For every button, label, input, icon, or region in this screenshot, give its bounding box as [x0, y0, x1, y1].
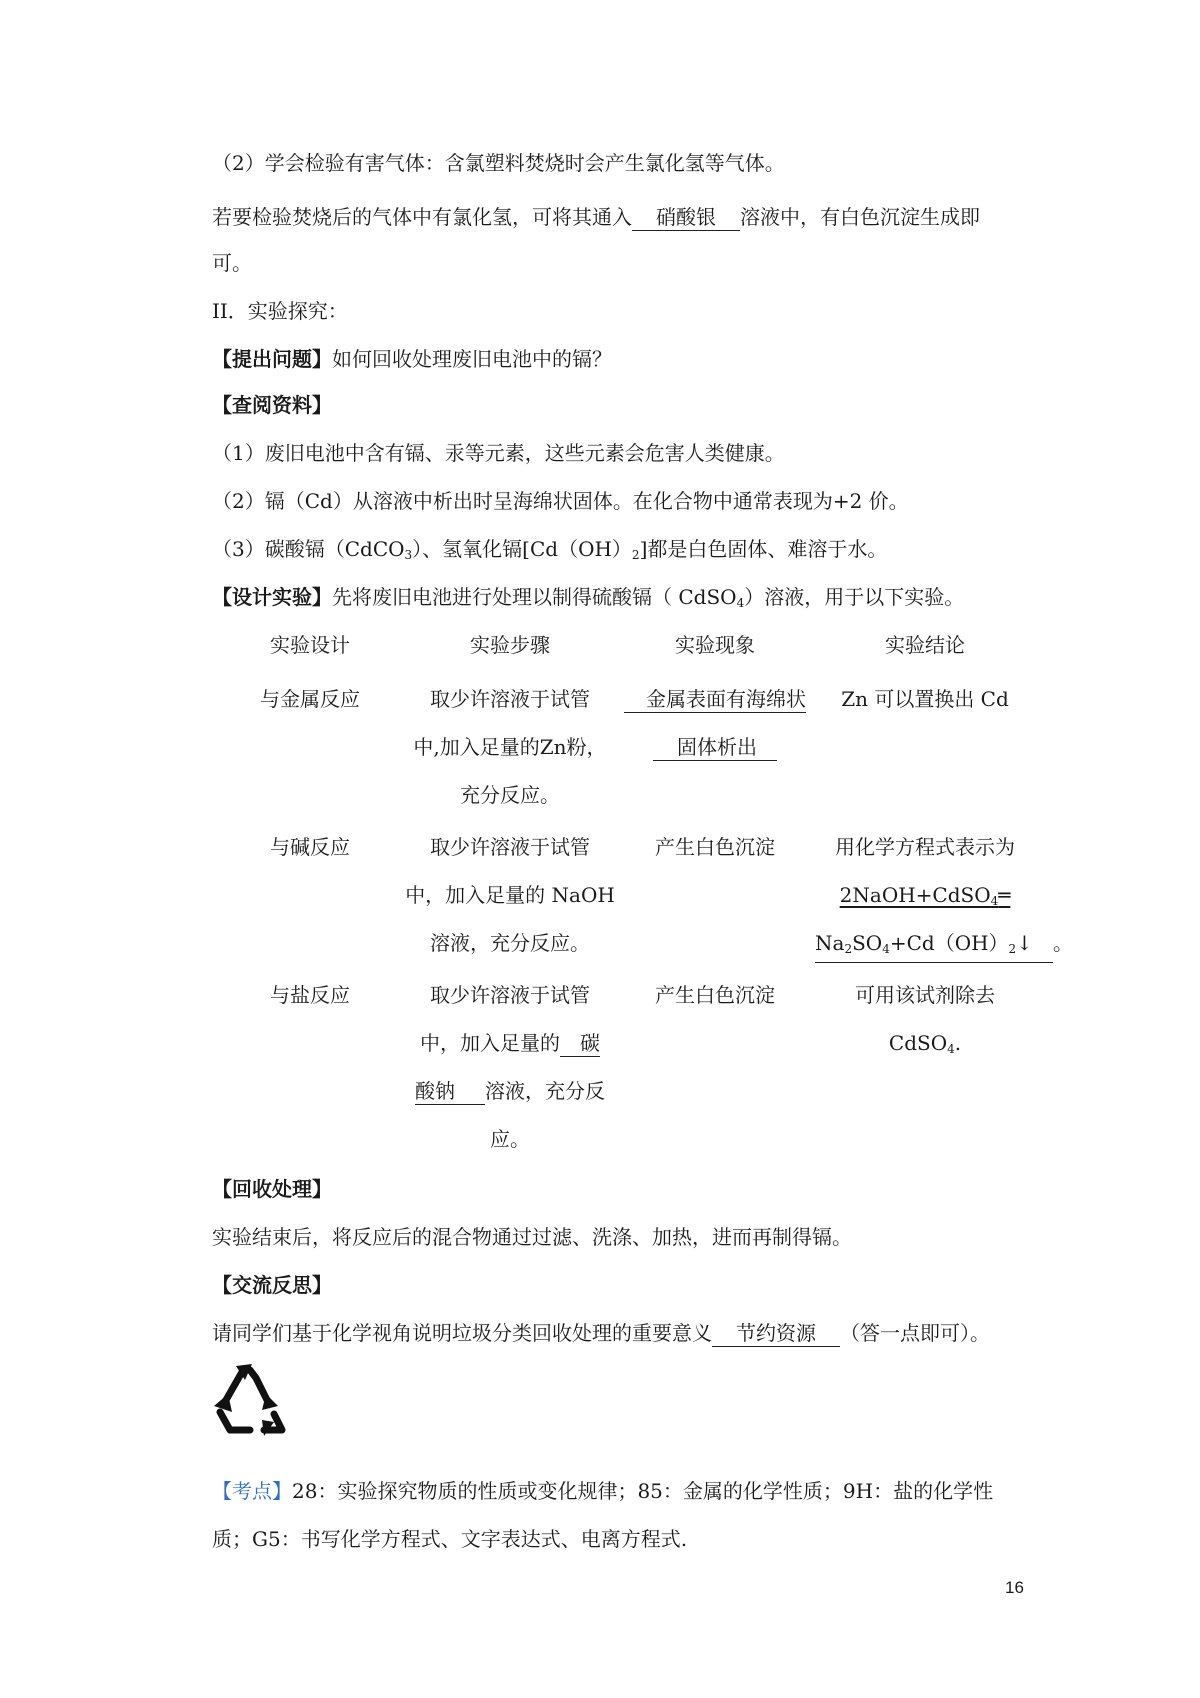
row2-phenomenon: 产生白色沉淀 — [655, 835, 775, 859]
answer-blank-save-resources: 节约资源 — [712, 1320, 840, 1347]
row2-step-line2: 中，加入足量的 NaOH — [405, 883, 615, 907]
kaodian-line2: 质；G5：书写化学方程式、文字表达式、电离方程式. — [212, 1527, 688, 1551]
row1-phenomenon-line1: 金属表面有海绵状 — [615, 686, 815, 713]
row3-step-line4: 应。 — [490, 1127, 530, 1151]
row3-conclusion-line2: CdSO$_4$. — [888, 1031, 962, 1056]
reference-label: 【查阅资料】 — [212, 393, 332, 417]
table-header-step: 实验步骤 — [470, 633, 550, 657]
recycle-icon — [212, 1360, 292, 1438]
answer-blank-silver-nitrate: 硝酸银 — [632, 204, 740, 231]
q2-line3: 可。 — [212, 251, 252, 275]
table-header-conclusion: 实验结论 — [885, 633, 965, 657]
reference-item2: （2）镉（Cd）从溶液中析出时呈海绵状固体。在化合物中通常表现为+2 价。 — [212, 489, 909, 513]
kaodian-line1: 【考点】28：实验探究物质的性质或变化规律；85：金属的化学性质；9H：盐的化学性 — [212, 1479, 994, 1503]
row1-design: 与金属反应 — [260, 687, 360, 711]
row3-step-line1: 取少许溶液于试管 — [430, 983, 590, 1007]
table-header-design: 实验设计 — [270, 633, 350, 657]
row2-conclusion-line2: 2NaOH+CdSO$_4$═ — [839, 883, 1011, 908]
page-number: 16 — [1005, 1578, 1024, 1597]
row2-step-line1: 取少许溶液于试管 — [430, 835, 590, 859]
reference-item1: （1）废旧电池中含有镉、汞等元素，这些元素会危害人类健康。 — [212, 441, 785, 465]
row1-step-line2: 中,加入足量的Zn粉， — [413, 735, 607, 759]
row1-step-line3: 充分反应。 — [460, 783, 560, 807]
question-line: 【提出问题】如何回收处理废旧电池中的镉？ — [212, 347, 612, 371]
row3-design: 与盐反应 — [270, 983, 350, 1007]
row1-step-line1: 取少许溶液于试管 — [430, 687, 590, 711]
recycle-label: 【回收处理】 — [212, 1177, 332, 1201]
kaodian-label: 【考点】 — [212, 1479, 292, 1503]
row2-step-line3: 溶液，充分反应。 — [430, 931, 590, 955]
reflection-label: 【交流反思】 — [212, 1273, 332, 1297]
row3-step-line3: 酸钠 溶液，充分反 — [415, 1079, 605, 1103]
row3-step-line2: 中，加入足量的 碳 — [420, 1031, 600, 1055]
answer-blank-sodium-carbonate: 酸钠 — [415, 1078, 485, 1105]
q2-line1: （2）学会检验有害气体：含氯塑料焚烧时会产生氯化氢等气体。 — [212, 151, 785, 175]
section-title: II．实验探究： — [212, 299, 348, 323]
table-header-phenomenon: 实验现象 — [675, 633, 755, 657]
row2-conclusion-line1: 用化学方程式表示为 — [835, 835, 1015, 859]
row3-conclusion-line1: 可用该试剂除去 — [855, 983, 995, 1007]
recycle-text: 实验结束后，将反应后的混合物通过过滤、洗涤、加热，进而再制得镉。 — [212, 1225, 852, 1249]
reflection-text: 请同学们基于化学视角说明垃圾分类回收处理的重要意义 节约资源 （答一点即可）。 — [212, 1321, 990, 1345]
row3-phenomenon: 产生白色沉淀 — [655, 983, 775, 1007]
row1-phenomenon-line2: 固体析出 — [615, 734, 815, 761]
row1-conclusion: Zn 可以置换出 Cd — [841, 687, 1009, 711]
design-line: 【设计实验】先将废旧电池进行处理以制得硫酸镉（ CdSO$_4$）溶液，用于以下实验。 — [212, 585, 965, 610]
row2-conclusion-line3: $Na_2SO_4+Cd(OH)_2↓$ 。 — [815, 930, 1035, 963]
reference-item3: （3）碳酸镉（CdCO$_3$）、氢氧化镉$[Cd(OH)_2]$都是白色固体、难溶于水。 — [212, 537, 888, 562]
row2-design: 与碱反应 — [270, 835, 350, 859]
q2-line2: 若要检验焚烧后的气体中有氯化氢，可将其通入 硝酸银 溶液中，有白色沉淀生成即 — [212, 205, 980, 229]
